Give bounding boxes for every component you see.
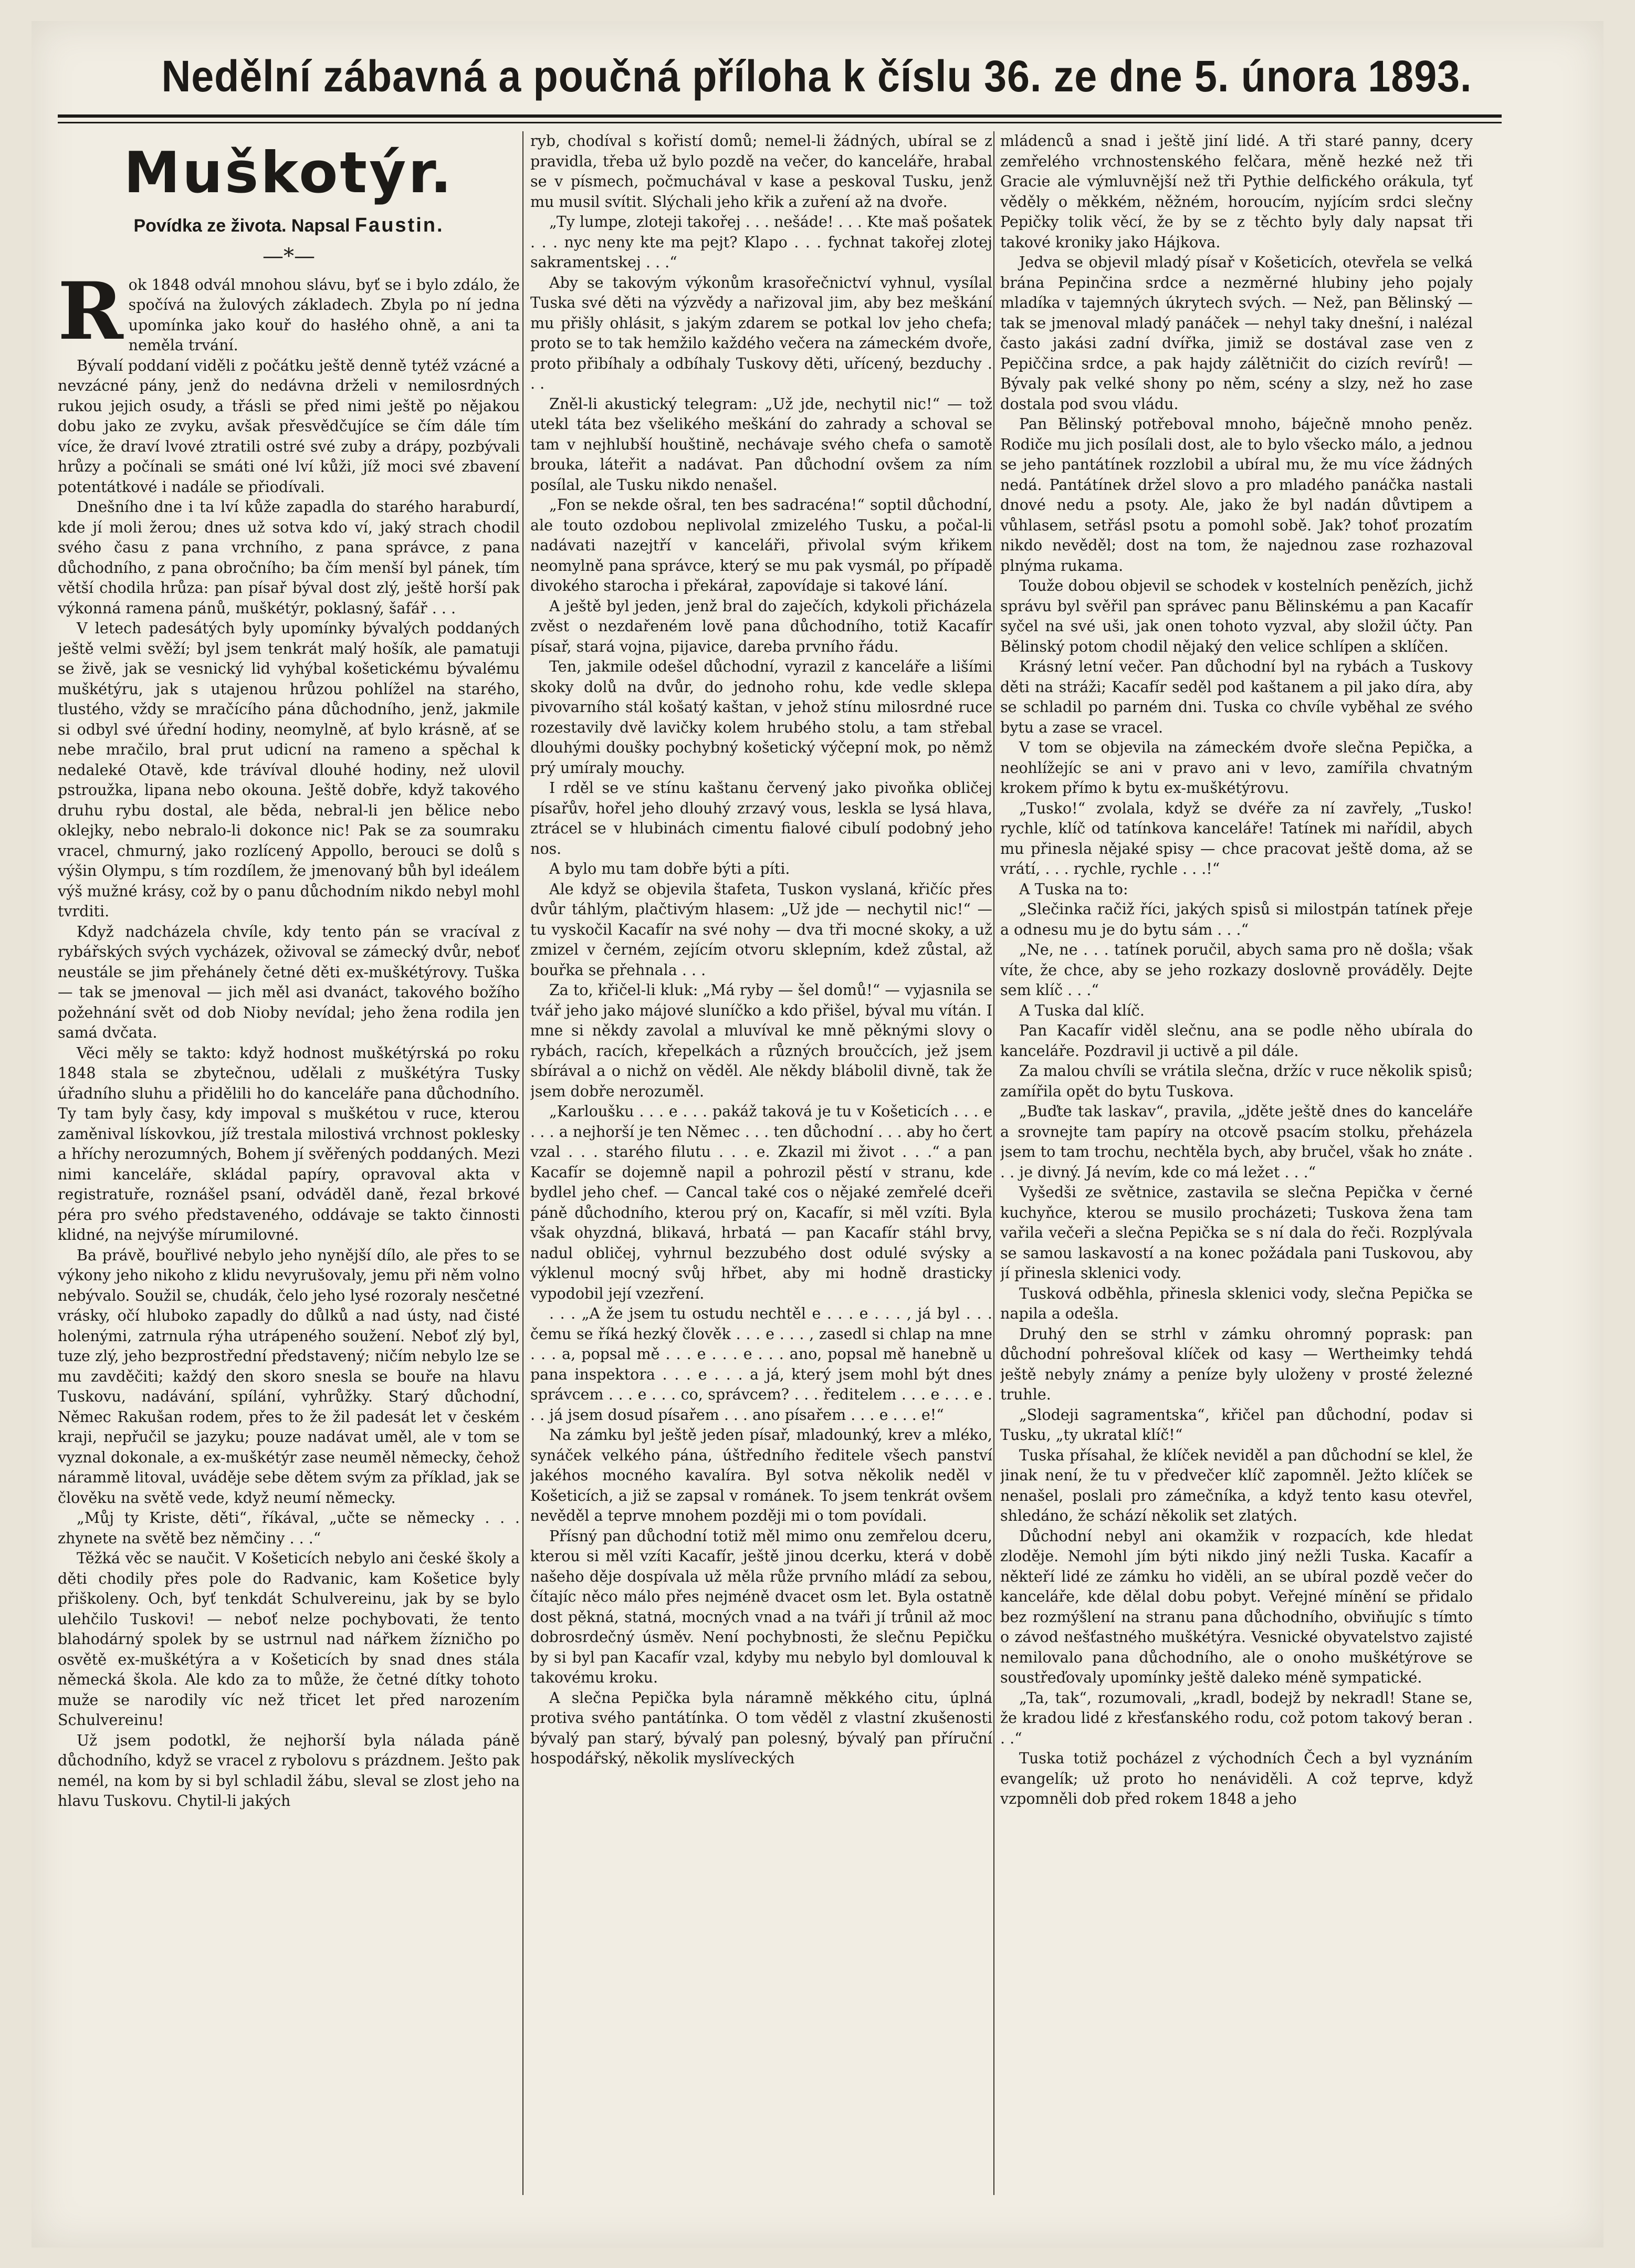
story-title: Muškotýr.	[123, 140, 454, 206]
paragraph: Pan Bělinský potřeboval mnoho, báječně mnoho peněz. Rodiče mu jich posílali dost, ale to bylo všecko málo, a jednou se jeho pantátínek rozzlobil a ubíral mu, že mu více žádných nedá. Pantátínek držel slovo a pro mladého panáčka nastali dnové nedu a psoty. Ale, jako že byl nadán důvtipem a vůhlasem, setřásl psotu a pomohl sobě. Jak? tohoť prozatím nikdo nevěděl; dost na tom, že najednou zase rozhazoval plnýma rukama.	[1000, 415, 1473, 574]
paragraph: Na zámku byl ještě jeden písař, mladounký, krev a mléko, synáček velkého pána, úštředního ředitele všech panství jakéhos mocného kavalíra. Byl sotva několik neděl v Košeticích, a již se zapsal v románek. To jsem tenkrát ovšem nevěděl a teprve mnohem později mi o tom povídali.	[530, 1426, 992, 1524]
paragraph: Rok 1848 odvál mnohou slávu, byť se i bylo zdálo, že spočívá na žulových základech. Zbyla po ní jedna upomínka jako kouř do hasłého ohně, a ani ta neměla trvání.	[58, 265, 520, 358]
paragraph: Ale když se objevila štafeta, Tuskon vyslaná, křičíc přes dvůr táhlým, plačtivým hlasem: „Už jde — nechytil nic!“ — tu vyskočil Kacafír na své nohy — dva tři mocné skoky, a už zmizel v černém, zejícím otvoru sklepním, kdež zůstal, až bouřka se přehnala . . .	[530, 880, 992, 979]
paragraph: Věci měly se takto: když hodnost muškétýrská po roku 1848 stala se zbytečnou, udělali z muškétýra Tusky úřadního sluhu a přidělili ho do kanceláře pana důchodního. Ty tam byly časy, kdy impoval s muškétou v ruce, kterou zaměnival lískovkou, jíž trestala milostivá vrchnost poklesky a hříchy nerozumných, Bohem jí svěřených poddaných. Mezi nimi kanceláře, skládal papíry, opravoval akta v registratuře, roznášel psaní, odváděl daně, řezal brkové péra pro svého představeného, oddávaje se takto činnosti klidné, na nejvýše mírumilovné.	[58, 1044, 520, 1243]
paragraph: A slečna Pepička byla náramně měkkého citu, úplná protiva svého pantátínka. O tom věděl z vlastní zkušenosti bývalý pan starý, bývalý pan polesný, bývalý pan příruční hospodářský, několik myslíveckých	[530, 1689, 992, 1767]
paragraph: A Tuska na to:	[1019, 880, 1128, 898]
paragraph: „Ne, ne . . . tatínek poručil, abych sama pro ně došla; však víte, že chce, aby se jeho rozkazy doslovně prováděly. Dejte sem klíč . . .“	[1000, 941, 1473, 999]
paragraph: Krásný letní večer. Pan důchodní byl na rybách a Tuskovy děti na stráži; Kacafír seděl pod kaštanem a pil jako díra, aby se schladil po parném dni. Tuska co chvíle vyběhal ze svého bytu a zase se vracel.	[1000, 658, 1473, 736]
paragraph: ryb, chodíval s kořistí domů; nemel-li žádných, ubíral se z pravidla, třeba už bylo pozdě na večer, do kanceláře, hrabal se v písmech, počmuchával v kase a peskoval Tusku, jenž mu musil svítit. Slýchali jeho křik a zuření až na dvoře.	[530, 132, 992, 211]
paragraph: Jedva se objevil mladý písař v Košeticích, otevřela se velká brána Pepinčina srdce a nezměrné hlubiny jeho pojaly mladíka v tajemných úkrytech svých. — Než, pan Bělinský — tak se jmenoval mladý panáček — nehyl taky dnešní, i nalézal často jakási zadní dvířka, jimiž se dostával zase ven z Pepiččina srdce, a pak hajdy zálětničit do cizích revírů! — Bývaly pak velké shony po něm, scény a slzy, než ho zase dostala pod svou vládu.	[1000, 254, 1473, 413]
column-2-body	[530, 131, 992, 1769]
masthead-rule-thick	[58, 114, 1502, 118]
paragraph: Důchodní nebyl ani okamžik v rozpacích, kde hledat zloděje. Nemohl jím býti nikdo jiný nežli Tuska. Kacafír a někteří lidé ze zámku ho viděli, an se ubíral pozdě večer do kanceláře, kde dělal dobu pobyt. Veřejné mínění se přidalo bez rozmýšlení na stranu pana důchodního, obviňujíc s tímto o závod nešťastného muškétýra. Vesnické obyvatelstvo zajisté nemilovalo pana důchodního, ale o onoho muškétýrove se soustřeďovaly upomínky ještě daleko méně sympatické.	[1000, 1527, 1473, 1686]
paragraph: mládenců a snad i ještě jiní lidé. A tři staré panny, dcery zemřelého vrchnostenského felčara, měně hezké než tři Gracie ale výmluvnější než tři Pythie delfického orákula, tyť věděly o měkkém, něžném, horoucím, nyjícím srdci slečny Pepičky tolik věcí, že by se z těchto byly daly napsat tři takové kroniky jako Hájkova.	[1000, 132, 1473, 251]
paragraph: Za to, křičel-li kluk: „Má ryby — šel domů!“ — vyjasnila se tvář jeho jako májové sluníčko a kdo přišel, býval mu vítán. I mne si někdy zavolal a mluvíval ke mně pěknými slovy o rybách, racích, křepelkách a různých broučcích, jež jsem sbírával a o nichž on věděl. Ale někdy blábolil divně, tak že jsem dobře nerozuměl.	[530, 981, 992, 1100]
paragraph: Těžká věc se naučit. V Košeticích nebylo ani české školy a děti chodily přes pole do Radvanic, kam Košetice byly přiškoleny. Och, byť tenkdát Schulvereinu, jak by se bylo ulehčilo Tuskovi! — neboť nelze pochybovati, že tento blahodárný spolek by se ustrnul nad nářkem žízničho po osvětě ex-muškétýra a v Košeticích by snad dnes stála německá škola. Ale kdo za to může, že četné dítky tohoto muže se narodily víc než třicet let před narozením Schulvereinu!	[58, 1550, 520, 1729]
paragraph: Tuska totiž pocházel z východních Čech a byl vyznáním evangelík; už proto ho nenáviděli. A což teprve, když vzpomněli dob před rokem 1848 a jeho	[1000, 1750, 1473, 1807]
column-1	[58, 131, 520, 2195]
paragraph: A ještě byl jeden, jenž bral do zaječích, kdykoli přicházela zvěst o nezdařeném lově pana důchodního, totiž Kacafír písař, stará vojna, pijavice, dareba prvního řádu.	[530, 597, 992, 655]
byline-prefix: Povídka ze života. Napsal	[133, 216, 350, 236]
paragraph: Druhý den se strhl v zámku ohromný poprask: pan důchodní pohrešoval klíček od kasy — Wertheimky tehdá ještě nebyly známy a peníze byly uloženy v prosté železné truhle.	[1000, 1325, 1473, 1403]
paragraph: Aby se takovým výkonům krasořečnictví vyhnul, vysílal Tuska své děti na výzvědy a nařizoval jim, aby bez meškání mu přišly ohlásit, s jakým zdarem se potkal lov jeho chefa; proto se to tak hemžilo každého večera na zámeckém dvoře, proto přibíhaly a odbíhaly Tuskovy děti, uřícený, bezduchy . . .	[530, 274, 992, 392]
paragraph: Vyšedši ze světnice, zastavila se slečna Pepička v černé kuchyňce, kterou se musilo procházeti; Tuskova žena tam vařila večeři a slečna Pepička se s ní dala do řeči. Rozplývala se samou laskavostí a na konec požádala pani Tuskovou, aby jí přinesla sklenici vody.	[1000, 1184, 1473, 1282]
paragraph: Ba právě, bouřlivé nebylo jeho nynější dílo, ale přes to se výkony jeho nikoho z klidu nevyrušovaly, jemu při něm volno nebývalo. Soužil se, chudák, čelo jeho lysé rozoraly nesčetné vrásky, očí hluboko zapadly do důlků a nad ústy, nad čisté holenými, zatrnula rýha utrápeného soužení. Neboť zlý byl, tuze zlý, jeho bezprostřední představený; ničím nebylo lze se mu zavděčiti; každý den skoro snesla se bouře na hlavu Tuskovu, nadávání, spílání, vyhrůžky. Starý důchodní, Němec Rakušan rodem, přes to že žil padesát let v českém kraji, nepřučil se jazyku; pouze nadávat uměl, ale v tom se vyznal dokonale, a ex-muškétýr zase neuměl německy, čehož nárammě litoval, uváděje sebe dětem svým za příklad, jak se člověku na světě vede, když neumí německy.	[58, 1246, 520, 1507]
paragraph: Za malou chvíli se vrátila slečna, držíc v ruce několik spisů; zamířila opět do bytu Tuskova.	[1000, 1062, 1473, 1100]
paragraph: . . . „A že jsem tu ostudu nechtěl e . . . e . . . , já byl . . . čemu se říká hezký člověk . . . e . . . , zasedl si chlap na mne . . . a, popsal mě . . . e . . . e . . . ano, popsal mě hanebně u pana inspektora . . . e . . . a já, který jsem mohl být dnes správcem . . . e . . . co, správcem? . . . ředitelem . . . e . . . e . . . já jsem dosud písařem . . . ano písařem . . . e . . . e!“	[530, 1305, 992, 1424]
paragraph: V tom se objevila na zámeckém dvoře slečna Pepička, a neohlížejíc se ani v pravo ani v levo, zamířila chvatným krokem přímo k bytu ex-muškétýrovu.	[1000, 739, 1473, 797]
column-divider	[522, 131, 523, 2195]
paragraph: Už jsem podotkl, že nejhorší byla nálada páně důchodního, když se vracel z rybolovu s prázdnem. Ješto pak nemél, na kom by si byl schladil žábu, sleval se zlost jeho na hlavu Tuskovu. Chytil-li jakých	[58, 1731, 520, 1810]
paragraph: „Můj ty Kriste, děti“, říkával, „učte se německy . . . zhynete na světě bez němčiny . . .“	[58, 1509, 520, 1547]
paragraph: „Slečinka račiž říci, jakých spisů si milostpán tatínek přeje a odnesu mu je do bytu sám . . .“	[1000, 901, 1473, 938]
paragraph: „Fon se nekde ošral, ten bes sadracéna!“ soptil důchodní, ale touto ozdobou neplivolal zmizelého Tusku, a počal-li nadávati nazejtří v kanceláři, přivolal svým křikem neomylně pana správce, který se mu pak vysmál, po případě divokého starocha i překárał, zapovídaje si takové lání.	[530, 496, 992, 594]
paragraph: Přísný pan důchodní totiž měl mimo onu zemřelou dceru, kterou si měl vzíti Kacafír, ještě jinou dcerku, která v době našeho děje dospívala už měla růže prvního mládí za sebou, čítajíc něco málo přes nejméně dvacet osm let. Byla ostatně dost pěkná, statná, mocných vnad a na tváři jí trůnil až moc dobrosrdečný úsměv. Není pochybnosti, že slečnu Pepičku by si byl pan Kacafír vzal, kdyby mu nebylo byl domlouval k takovému kroku.	[530, 1527, 992, 1686]
paragraph: Touže dobou objevil se schodek v kostelních penězích, jichž správu byl svěřil pan správec panu Bělinskému a pan Kacafír syčel na své uši, jak onen tohoto vyzval, aby složil účty. Pan Bělinský potom chodil nějaký den velice schlípen a sklíčen.	[1000, 577, 1473, 655]
column-1-body	[58, 265, 520, 1812]
masthead-rule-thin	[58, 122, 1502, 123]
paragraph: Bývalí poddaní viděli z počátku ještě denně tytéž vzácné a nevzácné pány, jenž do nedávna drželi v nemilosrdných rukou jejich osudy, a třásli se před nimi ještě po nějakou dobu jako ze zvyku, avšak přesvědčujíce se čím dále tím více, že draví lvové ztratili ostré své zuby a drápy, pozbývali hrůzy a počínali se smáti oné lví kůži, jíž moci své zbavení potentátkové i nadále se přiodívali.	[58, 357, 520, 496]
paragraph: „Ta, tak“, rozumovali, „kradl, bodejž by nekradl! Stane se, že kradou lidé z křesťanského rodu, což potom takový beran . . .“	[1000, 1689, 1473, 1747]
paragraph: V letech padesátých byly upomínky bývalých poddaných ještě velmi svěží; byl jsem tenkrát malý hošík, ale pamatuji se živě, jak se vesnický lid vyhýbal košetickému bývalému muškétýru, jak s utajenou hrůzou pohlížel na starého, tlustého, vždy se mračícího pána důchodního, jenž, jakmile si odbyl své úřední hodiny, neomylně, ať bylo krásně, ať se nebe mračilo, bral prut udicní na rameno a spěchal k nedaleké Otavě, kde trávíval dlouhé hodiny, než ulovil pstroužka, lipana nebo okouna. Ještě dobře, když takového druhu rybu dostal, ale běda, nebral-li jen bělice nebo oklejky, nebo nebralo-li dokonce nic! Pak se za soumraku vracel, chmurný, jako rozlícený Appollo, berouci se dolů s výšin Olympu, s tím rozdílem, že jmenovaný bůh byl ideálem výš mužné krásy, což by o panu důchodním nikdo nebyl mohl tvrditi.	[58, 620, 520, 920]
paragraph: „Karloušku . . . e . . . pakáž taková je tu v Košeticích . . . e . . . a nejhorší je ten Němec . . . ten důchodní . . . aby ho čert vzal . . . starého filutu . . . e. Zkazil mi život . . .“ a pan Kacafír se dojemně napil a pohrozil pěstí v stranu, kde bydlel jeho chef. — Cancal také cos o nějaké zemřelé dceři páně důchodního, kterou prý on, Kacafír, si měl vzíti. Byla však ohyzdná, blikavá, hrbatá — pan Kacafír stáhl brvy, nadul obličej, vyhrnul bezzubého dost odulé svýsky a výklenul mocný svůj hřbet, aby mi hodně drasticky vypodobil její vzezření.	[530, 1103, 992, 1302]
paragraph: Ten, jakmile odešel důchodní, vyrazil z kanceláře a lišími skoky dolů na dvůr, do jednoho rohu, kde vedle sklepa pivovarního stál košatý kaštan, v jehož stínu milosrdné ruce rozestavily dvě lavičky kolem hrubého stolu, a tam střebal dlouhými doušky pochybný košetický výčepní mok, po němž prý umíraly mouchy.	[530, 658, 992, 777]
paragraph: Když nadcházela chvíle, kdy tento pán se vracíval z rybářských svých vycházek, oživoval se zámecký dvůr, neboť neustále se jim přehánely četné děti ex-muškétýrovy. Tuška — tak se jmenoval — jich měl asi dvanáct, takového božího požehnání svět od dob Nioby nevídal; jeho žena rodila jen samá dvčata.	[58, 923, 520, 1041]
paragraph: I rděl se ve stínu kaštanu červený jako pivoňka obličej písařův, hořel jeho dlouhý zrzavý vous, leskla se lysá hlava, ztrácel se v hlubinách cimentu fialové cibulí podobný jeho nos.	[530, 779, 992, 858]
paragraph: „Buďte tak laskav“, pravila, „jděte ještě dnes do kanceláře a srovnejte tam papíry na otcově psacím stolku, přeházela jsem to tam trochu, nechtěla bych, aby bručel, však ho znáte . . . je divný. Já nevím, kde co má ležet . . .“	[1000, 1103, 1473, 1181]
paragraph: A bylo mu tam dobře býti a píti.	[549, 860, 790, 877]
byline-author: Faustin.	[354, 214, 444, 236]
paragraph: Dnešního dne i ta lví kůže zapadla do starého haraburdí, kde jí moli žerou; dnes už sotva kdo ví, jaký strach chodil svého času z pana vrchního, z pana správce, z pana důchodního, z pana obročního; ba čím menší byl pánek, tím větší chodila hrůza: pan písař býval dost zlý, ještě horší pak výkonná ramena pánů, muškétýr, poklasný, šafář . . .	[58, 498, 520, 617]
ornament-divider: —*—	[263, 244, 315, 268]
ornament-star: *	[284, 244, 294, 268]
story-byline	[58, 215, 520, 236]
column-3	[1000, 131, 1473, 2195]
masthead	[58, 37, 1575, 116]
paragraph: A Tuska dal klíč.	[1019, 1001, 1145, 1019]
paragraph: Tusková odběhla, přinesla sklenici vody, slečna Pepička se napila a odešla.	[1000, 1284, 1473, 1322]
paragraph: Zněl-li akustický telegram: „Už jde, nechytil nic!“ — tož utekl táta bez všelikého meškání do zahrady a schoval se tam v nejhlubší houštině, nechávaje svého chefa o samotě brouka, láteřit a nadávat. Pan důchodní ovšem za ním posílal, ale Tusku nikdo nenašel.	[530, 395, 992, 494]
column-3-body	[1000, 131, 1473, 1810]
drop-cap: R	[58, 265, 123, 358]
paragraph: „Slodeji sagramentska“, křičel pan důchodní, podav si Tusku, „ty ukratal klíč!“	[1000, 1406, 1473, 1444]
column-2	[530, 131, 992, 2195]
masthead-title: Nedělní zábavná a poučná příloha k číslu 36. ze dne 5. února 1893.	[161, 51, 1472, 101]
column-divider	[993, 131, 994, 2195]
paragraph: „Ty lumpe, zloteji takořej . . . nešáde! . . . Kte maš pošatek . . . nyc neny kte ma pejt? Klapo . . . fychnat takořej zlotej sakramentskej . . .“	[530, 213, 992, 271]
paragraph: Pan Kacafír viděl slečnu, ana se podle něho ubírala do kanceláře. Pozdravil ji uctivě a pil dále.	[1000, 1022, 1473, 1060]
paragraph: Tuska přísahal, že klíček neviděl a pan důchodní se klel, že jinak není, že tu v předvečer klíč zapomněl. Ježto klíček se nenašel, poslali pro zámečníka, a když tento kasu otevřel, shledáno, že schází několik set zlatých.	[1000, 1446, 1473, 1524]
paragraph: „Tusko!“ zvolala, když se dvéře za ní zavřely, „Tusko! rychle, klíč od tatínkova kanceláře! Tatínek mi nařídil, abych mu přinesla nějaké spisy — chce pracovat ještě doma, až se vrátí, . . . rychle, rychle . . .!“	[1000, 799, 1473, 877]
